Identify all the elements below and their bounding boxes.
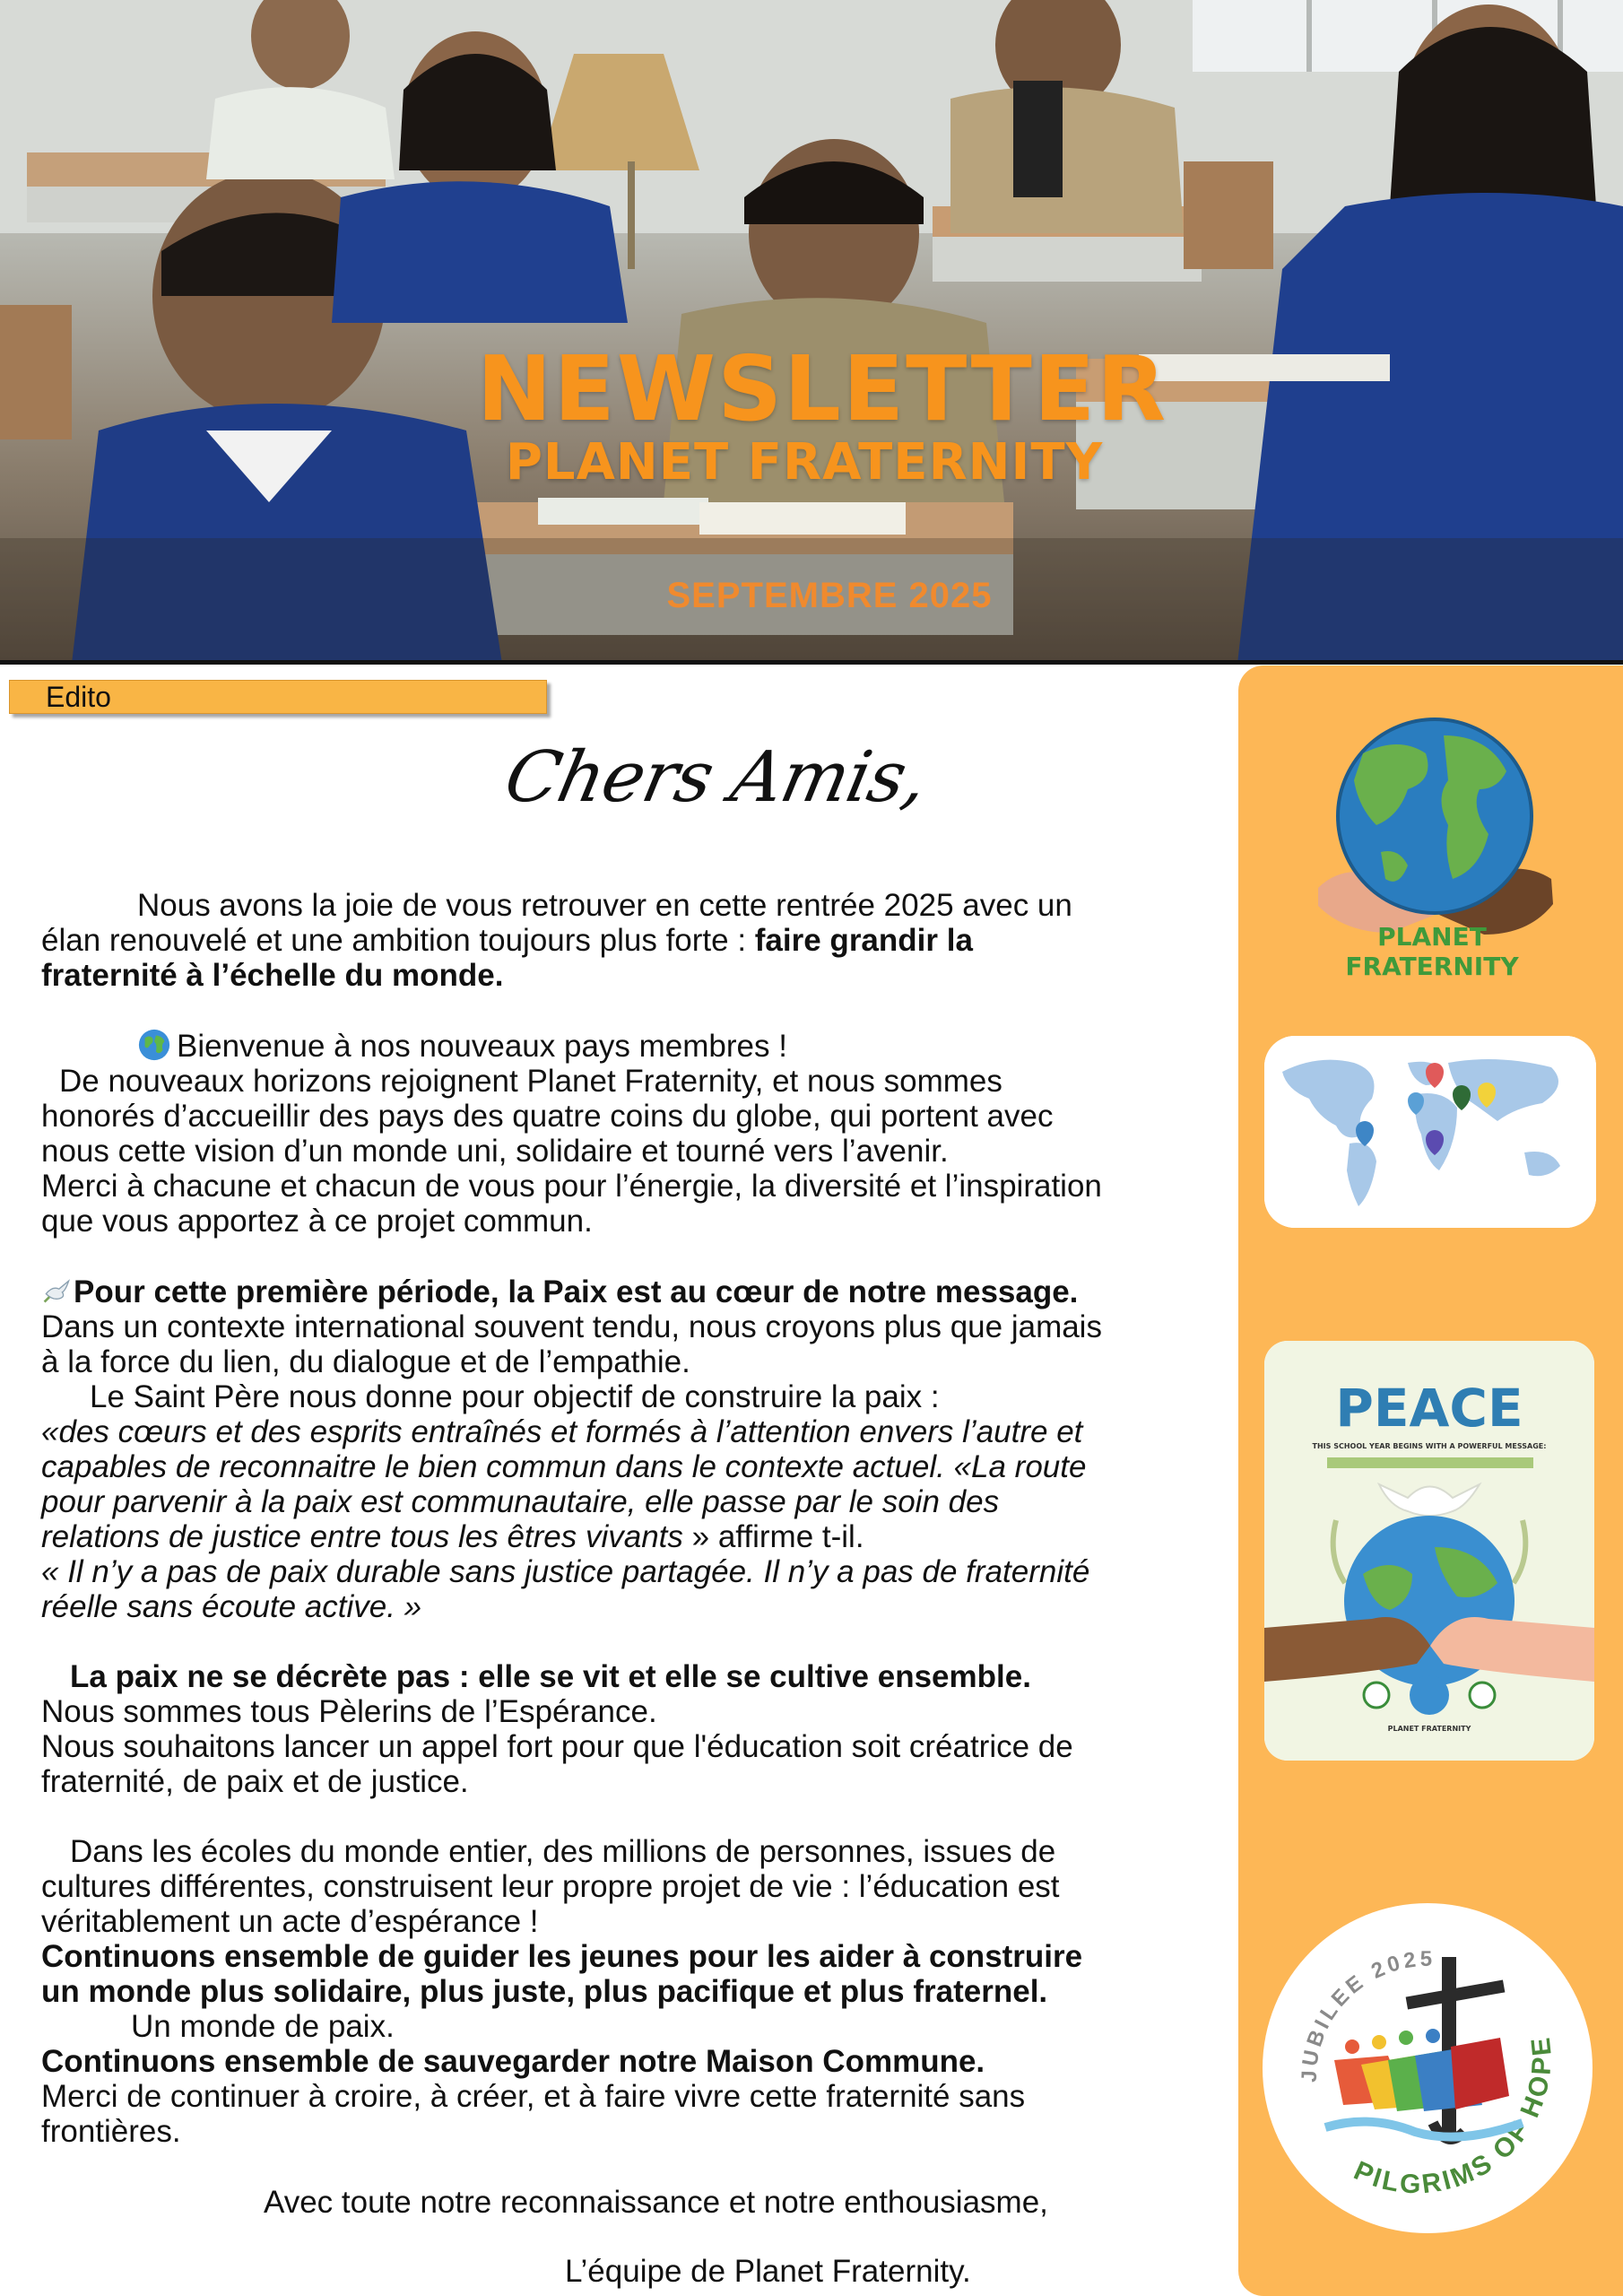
quote-line: relations de justice entre tous les êtres vivants » affirme t-il. [41, 1519, 864, 1554]
text-line: Dans les écoles du monde entier, des millions de personnes, issues de [70, 1834, 1056, 1869]
text-line: cultures différentes, construisent leur propre projet de vie : l’éducation est [41, 1869, 1060, 1904]
section-tab-edito [9, 680, 547, 714]
text-line: Bienvenue à nos nouveaux pays membres ! [41, 1028, 1243, 1064]
issue-date: SEPTEMBRE 2025 [666, 576, 993, 615]
text-line: Merci à chacune et chacun de vous pour l’énergie, la diversité et l’inspiration [41, 1169, 1102, 1204]
text-line: honorés d’accueillir des pays des quatre coins du globe, qui portent avec [41, 1099, 1054, 1134]
newsletter-title: NEWSLETTER [476, 336, 1168, 441]
quote-line: «des cœurs et des esprits entraînés et formés à l’attention envers l’autre et [41, 1414, 1083, 1449]
jubilee-arc-top: JUBILEE 2025 [1297, 1946, 1436, 2083]
quote-line: réelle sans écoute active. » [41, 1589, 422, 1624]
text-line: Nous sommes tous Pèlerins de l’Espérance. [41, 1694, 657, 1729]
text-line: fraternité à l’échelle du monde. [41, 958, 504, 993]
jubilee-logo-image [1263, 1903, 1593, 2233]
text-line: Merci de continuer à croire, à créer, et à faire vivre cette fraternité sans [41, 2079, 1026, 2114]
dove-emoji-icon [41, 1274, 74, 1308]
jubilee-arc-bottom: PILGRIMS OF HOPE [1349, 2033, 1558, 2200]
text-line: que vous apportez à ce projet commun. [41, 1204, 593, 1239]
text-line: Un monde de paix. [131, 2009, 395, 2044]
text-line: Continuons ensemble de guider les jeunes pour les aider à construire [41, 1939, 1083, 1974]
text-line: élan renouvelé et une ambition toujours plus forte : faire grandir la [41, 923, 973, 958]
quote-line: pour parvenir à la paix est communautaire, elle passe par le soin des [41, 1484, 1000, 1519]
quote-line: « Il n’y a pas de paix durable sans justice partagée. Il n’y a pas de fraternité [41, 1554, 1090, 1589]
text-line: frontières. [41, 2114, 181, 2149]
hero-divider [0, 660, 1623, 665]
world-map-image [1264, 1036, 1596, 1228]
newsletter-subtitle: PLANET FRATERNITY [505, 433, 1104, 491]
peace-poster-card [1264, 1341, 1594, 1761]
peace-footer: PLANET FRATERNITY [1387, 1725, 1471, 1733]
text-line: Pour cette première période, la Paix est au cœur de notre message. [41, 1274, 1243, 1309]
signature: L’équipe de Planet Fraternity. [565, 2254, 971, 2289]
peace-tagline: THIS SCHOOL YEAR BEGINS WITH A POWERFUL MESSAGE: [1312, 1442, 1547, 1450]
logo-caption: PLANET FRATERNITY [1345, 922, 1519, 981]
peace-poster-image [1264, 1341, 1594, 1761]
quote-line: capables de reconnaitre le bien commun dans le contexte actuel. «La route [41, 1449, 1087, 1484]
text-line: véritablement un acte d’espérance ! [41, 1904, 539, 1939]
text-line: un monde plus solidaire, plus juste, plus pacifique et plus fraternel. [41, 1974, 1048, 2009]
world-map-card [1264, 1036, 1596, 1228]
jubilee-logo [1263, 1903, 1593, 2233]
section-tab-label: Edito [46, 681, 111, 713]
classroom-photo [0, 0, 1623, 664]
text-line: Continuons ensemble de sauvegarder notre Maison Commune. [41, 2044, 985, 2079]
text-line: Nous souhaitons lancer un appel fort pour que l'éducation soit créatrice de [41, 1729, 1073, 1764]
signoff: Avec toute notre reconnaissance et notre enthousiasme, [264, 2185, 1048, 2220]
text-line: La paix ne se décrète pas : elle se vit et elle se cultive ensemble. [70, 1659, 1031, 1694]
text-line: fraternité, de paix et de justice. [41, 1764, 469, 1799]
text-line: Le Saint Père nous donne pour objectif de construire la paix : [90, 1379, 940, 1414]
hero-banner [0, 0, 1623, 664]
globe-emoji-icon [137, 1028, 171, 1062]
text-line: Dans un contexte international souvent tendu, nous croyons plus que jamais [41, 1309, 1102, 1344]
peace-title: PEACE [1335, 1378, 1523, 1439]
text-line: à la force du lien, du dialogue et de l’empathie. [41, 1344, 690, 1379]
text-line: De nouveaux horizons rejoignent Planet Fraternity, et nous sommes [59, 1064, 1002, 1099]
text-line: Nous avons la joie de vous retrouver en cette rentrée 2025 avec un [137, 888, 1072, 923]
edito-body [41, 888, 1243, 2289]
text-line: nous cette vision d’un monde uni, solidaire et tourné vers l’avenir. [41, 1134, 949, 1169]
greeting-handwritten: Chers Amis, [498, 737, 934, 818]
